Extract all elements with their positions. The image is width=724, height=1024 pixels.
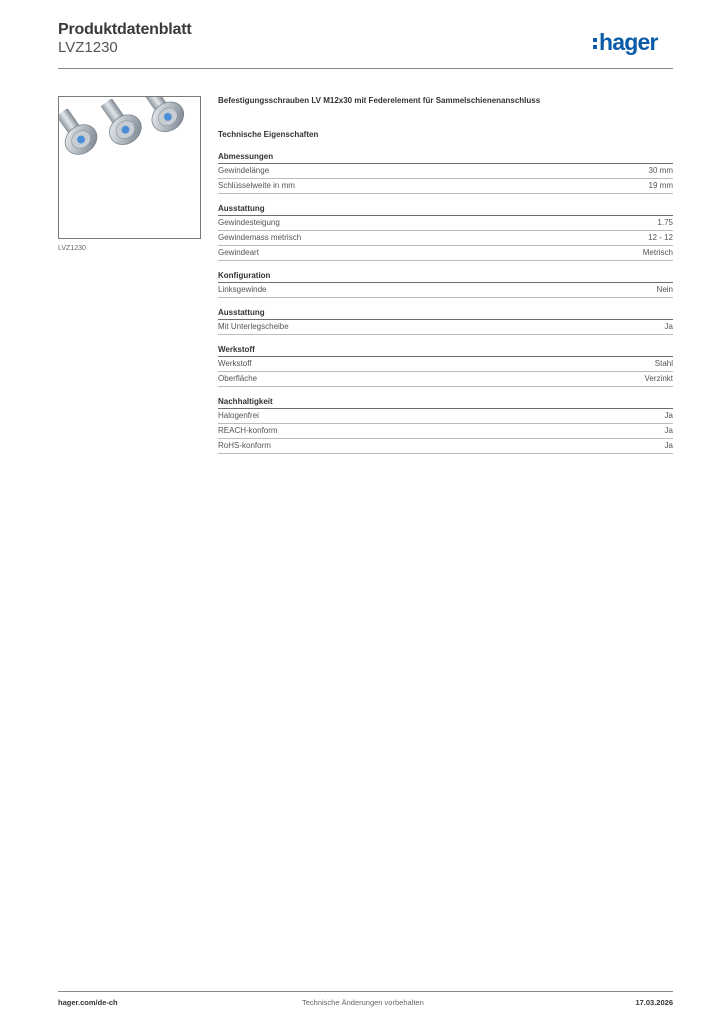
property-label: Schlüsselweite in mm xyxy=(218,181,295,190)
property-row xyxy=(218,283,673,298)
property-row xyxy=(218,216,673,231)
property-label: Werkstoff xyxy=(218,359,252,368)
section-title: Konfiguration xyxy=(218,271,673,283)
property-value: 1.75 xyxy=(657,218,673,227)
image-caption: LVZ1230 xyxy=(58,245,86,252)
property-value: Verzinkt xyxy=(644,374,673,383)
product-description: Befestigungsschrauben LV M12x30 mit Federelement für Sammelschienenanschluss xyxy=(218,96,541,105)
property-row xyxy=(218,439,673,454)
screws-illustration xyxy=(59,97,200,238)
section-title: Ausstattung xyxy=(218,204,673,216)
property-label: Halogenfrei xyxy=(218,411,259,420)
property-label: Gewindelänge xyxy=(218,166,270,175)
hager-logo xyxy=(593,28,658,56)
property-value: 12 - 12 xyxy=(648,233,673,242)
property-row xyxy=(218,179,673,194)
property-label: Gewindeart xyxy=(218,248,259,257)
property-value: 19 mm xyxy=(648,181,673,190)
product-details xyxy=(218,96,673,454)
property-section xyxy=(218,204,673,261)
property-value: Stahl xyxy=(654,359,673,368)
section-title: Abmessungen xyxy=(218,152,673,164)
header-divider xyxy=(58,68,673,69)
logo-text: hager xyxy=(599,28,658,55)
property-label: Mit Unterlegscheibe xyxy=(218,322,289,331)
property-row xyxy=(218,246,673,261)
property-label: Gewindemass metrisch xyxy=(218,233,302,242)
footer-date: 17.03.2026 xyxy=(635,998,673,1007)
property-row xyxy=(218,409,673,424)
tech-properties-title: Technische Eigenschaften xyxy=(218,130,319,139)
property-section xyxy=(218,397,673,454)
property-section xyxy=(218,152,673,194)
screw-3 xyxy=(135,97,190,138)
property-row xyxy=(218,372,673,387)
property-row xyxy=(218,231,673,246)
section-title: Nachhaltigkeit xyxy=(218,397,673,409)
property-label: Gewindesteigung xyxy=(218,218,280,227)
property-label: Oberfläche xyxy=(218,374,258,383)
footer-website-link[interactable]: hager.com/de-ch xyxy=(58,998,118,1007)
property-value: Ja xyxy=(664,441,673,450)
property-value: Ja xyxy=(664,322,673,331)
page-title: Produktdatenblatt xyxy=(58,21,192,38)
property-row xyxy=(218,424,673,439)
properties-sections xyxy=(218,152,673,454)
screw-2 xyxy=(92,97,147,151)
property-row xyxy=(218,320,673,335)
property-value: Ja xyxy=(664,411,673,420)
property-section xyxy=(218,308,673,335)
product-code: LVZ1230 xyxy=(58,39,118,56)
property-label: Linksgewinde xyxy=(218,285,267,294)
logo-dots-icon xyxy=(593,38,597,49)
section-title: Ausstattung xyxy=(218,308,673,320)
section-title: Werkstoff xyxy=(218,345,673,357)
property-label: REACH-konform xyxy=(218,426,278,435)
footer-note: Technische Änderungen vorbehalten xyxy=(302,998,424,1007)
property-row xyxy=(218,357,673,372)
product-image xyxy=(58,96,201,239)
screw-1 xyxy=(59,102,103,160)
property-value: Nein xyxy=(656,285,673,294)
property-value: Ja xyxy=(664,426,673,435)
property-section xyxy=(218,271,673,298)
footer-divider xyxy=(58,991,673,992)
property-value: 30 mm xyxy=(648,166,673,175)
property-row xyxy=(218,164,673,179)
property-label: RoHS-konform xyxy=(218,441,271,450)
property-value: Metrisch xyxy=(642,248,673,257)
property-section xyxy=(218,345,673,387)
